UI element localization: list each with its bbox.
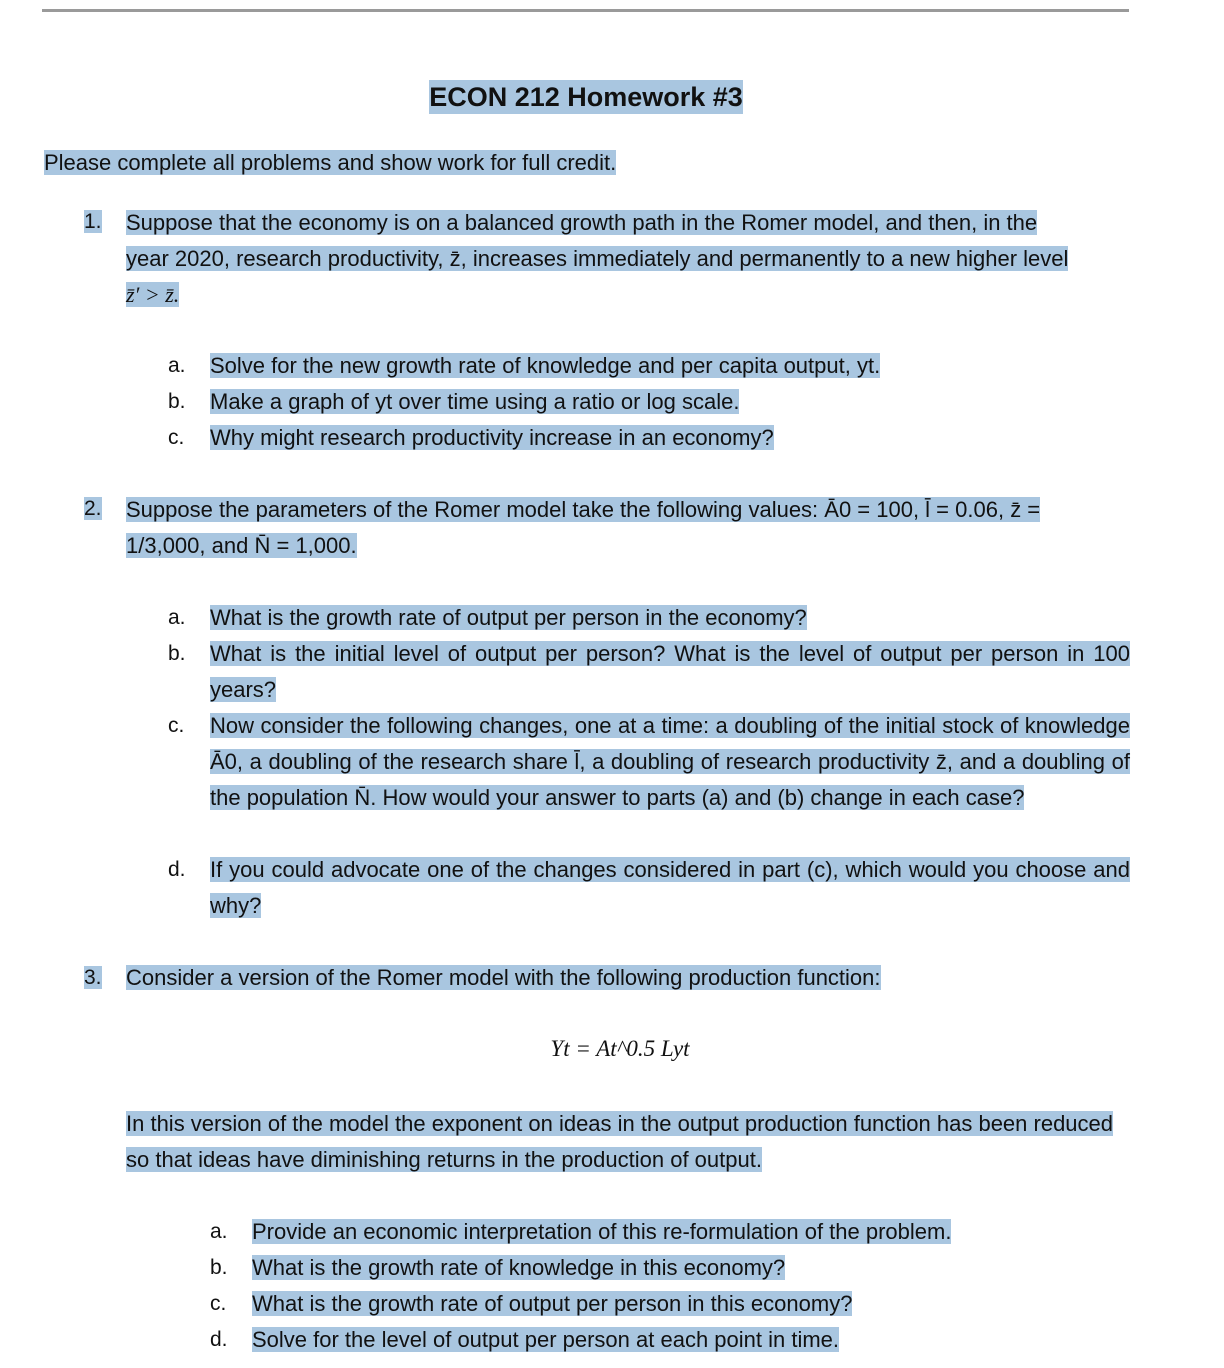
problem-3-item-b: What is the growth rate of knowledge in this economy? (252, 1255, 786, 1280)
problem-3-number: 3. (84, 966, 102, 989)
problem-1-item-a: Solve for the new growth rate of knowledge and per capita output, yt. (210, 353, 881, 378)
problem-2-item-d-label: d. (168, 858, 186, 881)
problem-1-item-b-label: b. (168, 390, 186, 413)
problem-1-item-c-label: c. (168, 426, 185, 449)
problem-1-item-b: Make a graph of yt over time using a ratio or log scale. (210, 389, 740, 414)
problem-2-line-2: 1/3,000, and N̄ = 1,000. (126, 533, 357, 558)
problem-2-item-c-label: c. (168, 714, 185, 737)
intro-text: Please complete all problems and show work for full credit. (44, 150, 617, 175)
problem-3-paragraph: In this version of the model the exponent on ideas in the output production function has been reduced so that ideas have diminishing returns in the production of output. (126, 1111, 1114, 1172)
problem-2-item-b-label: b. (168, 642, 186, 665)
problem-2-item-a-label: a. (168, 606, 186, 629)
problem-2-number: 2. (84, 497, 102, 520)
problem-1-item-c: Why might research productivity increase in an economy? (210, 425, 774, 450)
problem-1-line-2: year 2020, research productivity, z̄, increases immediately and permanently to a new higher level (126, 246, 1069, 271)
problem-2-item-b: What is the initial level of output per person? What is the level of output per person in 100 years? (210, 641, 1130, 702)
problem-1-line-1: Suppose that the economy is on a balanced growth path in the Romer model, and then, in the (126, 210, 1038, 235)
problem-2-item-c: Now consider the following changes, one at a time: a doubling of the initial stock of knowledge Ā0, a doubling of the research share l̄, a doubling of research productivity z̄, and a doubling of the population N̄. How would your answer to parts (a) and (b) change in each case? (210, 713, 1130, 810)
page-title: ECON 212 Homework #3 (429, 82, 743, 112)
problem-2-item-a: What is the growth rate of output per person in the economy? (210, 605, 807, 630)
problem-1-line-3: z̄′ > z̄. (126, 282, 180, 307)
production-function-equation: Yt = At^0.5 Lyt (550, 1036, 690, 1061)
problem-2-item-d: If you could advocate one of the changes considered in part (c), which would you choose and why? (210, 857, 1130, 918)
top-rule (42, 9, 1129, 12)
problem-3-item-b-label: b. (210, 1256, 228, 1279)
problem-3-item-c-label: c. (210, 1292, 227, 1315)
problem-3-item-c: What is the growth rate of output per person in this economy? (252, 1291, 853, 1316)
problem-3-item-a: Provide an economic interpretation of this re-formulation of the problem. (252, 1219, 952, 1244)
problem-1-number: 1. (84, 210, 102, 233)
problem-3-item-a-label: a. (210, 1220, 228, 1243)
problem-2-line-1: Suppose the parameters of the Romer model take the following values: Ā0 = 100, l̄ = 0.06, z̄ = (126, 497, 1041, 522)
problem-3-line-1: Consider a version of the Romer model with the following production function: (126, 965, 881, 990)
problem-3-item-d-label: d. (210, 1328, 228, 1351)
problem-3-item-d: Solve for the level of output per person at each point in time. (252, 1327, 840, 1352)
problem-1-item-a-label: a. (168, 354, 186, 377)
